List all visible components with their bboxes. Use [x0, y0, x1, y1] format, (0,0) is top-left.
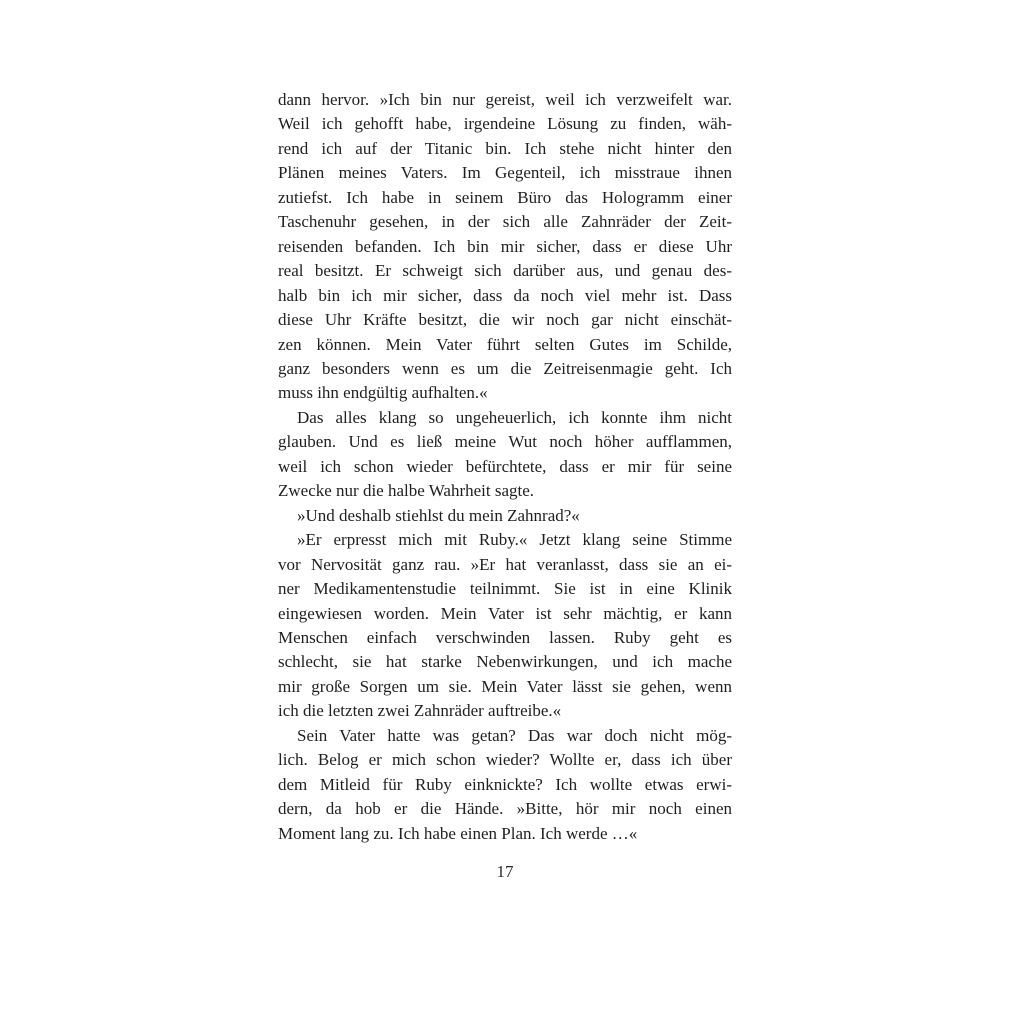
- text-line: zen können. Mein Vater führt selten Gutes im Schilde,: [278, 334, 732, 354]
- text-line: ner Medikamentenstudie teilnimmt. Sie ist in eine Klinik: [278, 579, 732, 599]
- text-line: weil ich schon wieder befürchtete, dass er mir für seine: [278, 456, 732, 476]
- text-line: ich die letzten zwei Zahnräder auftreibe.«: [278, 701, 562, 721]
- text-line: rend ich auf der Titanic bin. Ich stehe nicht hinter den: [278, 138, 732, 158]
- text-line: Taschenuhr gesehen, in der sich alle Zahnräder der Zeit-: [278, 212, 732, 232]
- text-block: [278, 88, 732, 846]
- text-line: Sein Vater hatte was getan? Das war doch nicht mög-: [297, 725, 732, 745]
- text-line: dern, da hob er die Hände. »Bitte, hör mir noch einen: [278, 799, 732, 819]
- text-line: vor Nervosität ganz rau. »Er hat veranlasst, dass sie an ei-: [278, 554, 732, 574]
- paragraph: [278, 406, 732, 504]
- text-line: lich. Belog er mich schon wieder? Wollte er, dass ich über: [278, 750, 732, 770]
- text-line: Plänen meines Vaters. Im Gegenteil, ich misstraue ihnen: [278, 163, 732, 183]
- text-line: glauben. Und es ließ meine Wut noch höher aufflammen,: [278, 432, 732, 452]
- text-line: mir große Sorgen um sie. Mein Vater lässt sie gehen, wenn: [278, 676, 732, 696]
- text-line: Weil ich gehofft habe, irgendeine Lösung zu finden, wäh-: [278, 114, 732, 134]
- text-line: real besitzt. Er schweigt sich darüber aus, und genau des-: [278, 261, 732, 281]
- page-number: 17: [496, 862, 514, 881]
- text-line: eingewiesen worden. Mein Vater ist sehr mächtig, er kann: [278, 603, 732, 623]
- text-line: dem Mitleid für Ruby einknickte? Ich wollte etwas erwi-: [278, 774, 732, 794]
- paragraph: [278, 504, 732, 528]
- text-line: Das alles klang so ungeheuerlich, ich konnte ihm nicht: [297, 407, 732, 427]
- text-line: muss ihn endgültig aufhalten.«: [278, 383, 488, 403]
- text-line: diese Uhr Kräfte besitzt, die wir noch gar nicht einschät-: [278, 310, 732, 330]
- text-line: Menschen einfach verschwinden lassen. Ruby geht es: [278, 627, 732, 647]
- text-line: dann hervor. »Ich bin nur gereist, weil ich verzweifelt war.: [278, 90, 732, 109]
- paragraph: [278, 528, 732, 724]
- text-line: ganz besonders wenn es um die Zeitreisenmagie geht. Ich: [278, 358, 732, 378]
- text-line: Moment lang zu. Ich habe einen Plan. Ich werde …«: [278, 823, 638, 843]
- text-line: reisenden befanden. Ich bin mir sicher, dass er diese Uhr: [278, 236, 732, 256]
- text-line: »Er erpresst mich mit Ruby.« Jetzt klang seine Stimme: [297, 530, 732, 550]
- text-line: »Und deshalb stiehlst du mein Zahnrad?«: [297, 505, 580, 525]
- paragraph: [278, 724, 732, 846]
- text-line: Zwecke nur die halbe Wahrheit sagte.: [278, 481, 535, 501]
- paragraph: [278, 88, 732, 406]
- text-line: halb bin ich mir sicher, dass da noch viel mehr ist. Dass: [278, 285, 732, 305]
- text-line: zutiefst. Ich habe in seinem Büro das Hologramm einer: [278, 187, 732, 207]
- text-line: schlecht, sie hat starke Nebenwirkungen, und ich mache: [278, 652, 732, 672]
